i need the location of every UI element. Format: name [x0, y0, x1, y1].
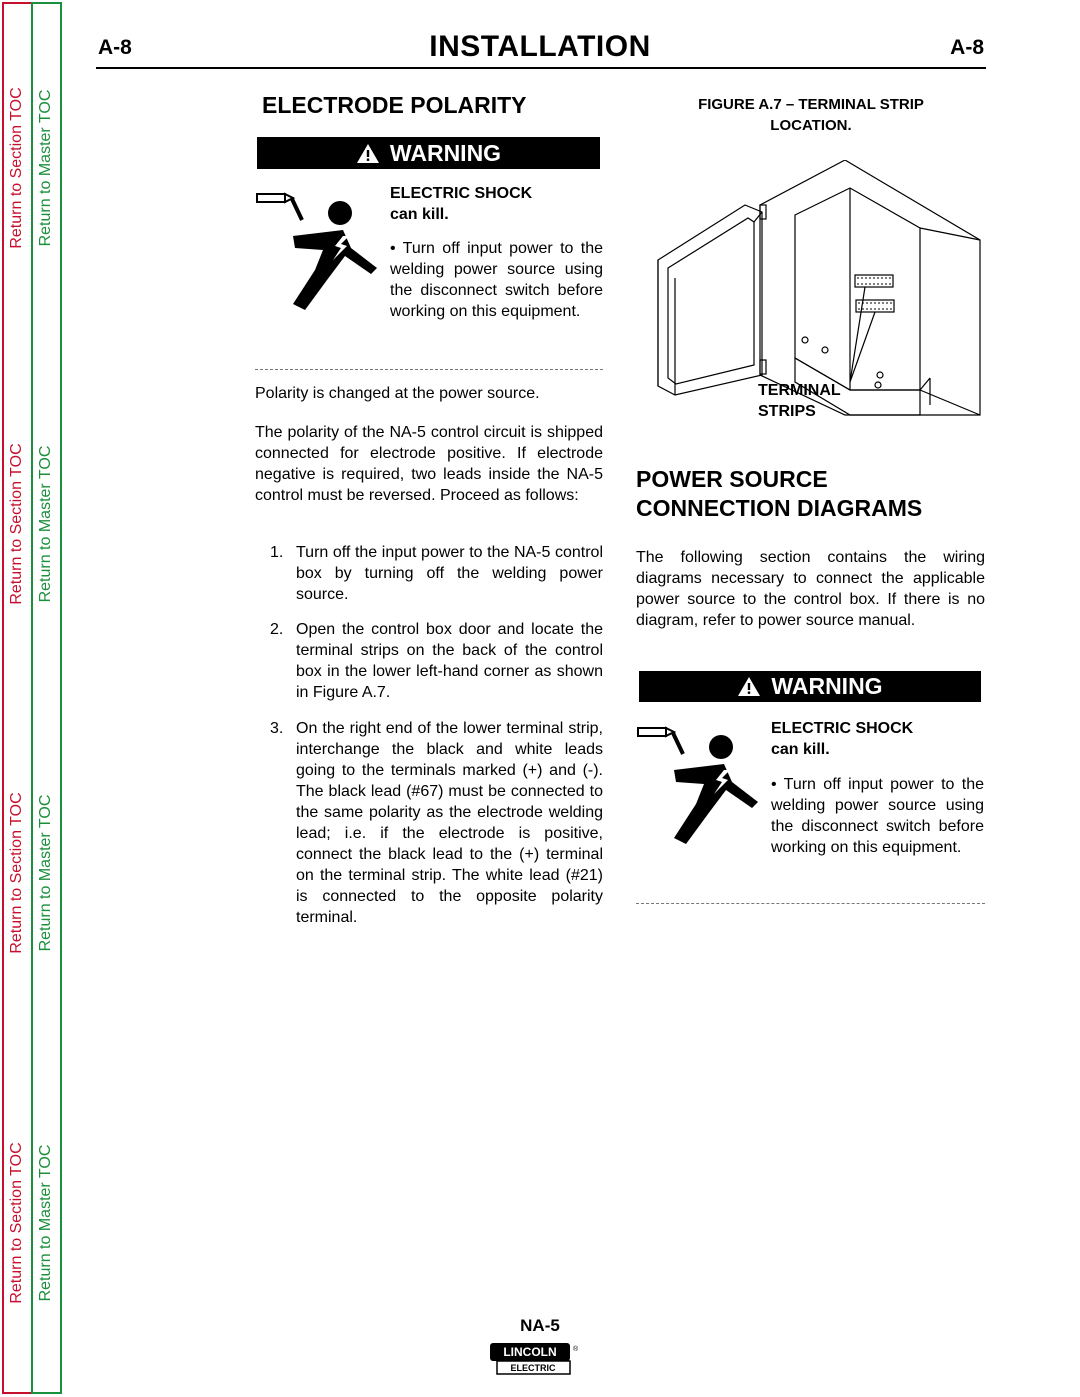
return-section-toc-link[interactable]: Return to Section TOC [8, 443, 25, 605]
warning-triangle-icon [356, 143, 380, 164]
dashed-divider [255, 369, 603, 370]
page-number-right: A-8 [950, 36, 984, 59]
shock-heading: ELECTRIC SHOCK can kill. [390, 185, 533, 223]
return-master-toc-link[interactable]: Return to Master TOC [37, 89, 54, 247]
figure-caption: FIGURE A.7 – TERMINAL STRIP LOCATION. [698, 96, 924, 134]
warning-banner [257, 137, 600, 169]
page-title: INSTALLATION [429, 30, 651, 63]
return-section-toc-link[interactable]: Return to Section TOC [8, 792, 25, 954]
polarity-intro: Polarity is changed at the power source. [255, 385, 540, 402]
model-number: NA-5 [520, 1316, 560, 1335]
warning-label: WARNING [389, 139, 502, 166]
return-section-toc-link[interactable]: Return to Section TOC [8, 1142, 25, 1304]
warning-label: WARNING [771, 673, 883, 699]
shock-instruction: • Turn off input power to the welding power source using the disconnect switch before working on this equipment. [771, 776, 984, 856]
list-item: 3. On the right end of the lower terminal strip, interchange the black and white leads going to the terminals marked (+) and (-). The black lead (#67) must be connected to the same polarity as the electrode welding lead; i.e. if the electrode is positive, connect the black lead to the (+) terminal on the terminal strip. The white lead (#21) is connected to the opposite polarity terminal. [270, 720, 603, 926]
svg-text:LINCOLN: LINCOLN [503, 1345, 557, 1359]
polarity-paragraph: The polarity of the NA-5 control circuit is shipped connected for electrode positive. If electrode negative is required, two leads inside the NA-5 control must be reversed. Proceed as follows: [255, 424, 603, 504]
list-item: 1. Turn off the input power to the NA-5 control box by turning off the welding power source. [270, 544, 603, 603]
page-number-left: A-8 [98, 36, 132, 59]
list-item: 2. Open the control box door and locate the terminal strips on the back of the control box in the lower left-hand corner as shown in Figure A.7. [270, 621, 603, 701]
warning-triangle-icon [737, 676, 761, 697]
header-rule [96, 67, 986, 69]
svg-text:®: ® [573, 1346, 578, 1353]
lincoln-electric-logo [489, 1342, 578, 1376]
return-master-toc-link[interactable]: Return to Master TOC [37, 1144, 54, 1302]
electric-shock-icon [255, 188, 385, 318]
dashed-divider [636, 903, 985, 904]
electric-shock-icon [636, 722, 766, 852]
electrode-polarity-heading: ELECTRODE POLARITY [262, 92, 527, 118]
return-master-toc-link[interactable]: Return to Master TOC [37, 445, 54, 603]
shock-heading: ELECTRIC SHOCK can kill. [771, 720, 914, 758]
svg-text:ELECTRIC: ELECTRIC [510, 1363, 556, 1373]
warning-banner [639, 671, 981, 702]
return-master-toc-link[interactable]: Return to Master TOC [37, 794, 54, 952]
power-source-heading: POWER SOURCE CONNECTION DIAGRAMS [636, 466, 923, 521]
terminal-strips-label: TERMINAL STRIPS [758, 382, 841, 420]
return-section-toc-link[interactable]: Return to Section TOC [8, 87, 25, 249]
shock-instruction: • Turn off input power to the welding power source using the disconnect switch before working on this equipment. [390, 240, 603, 320]
power-source-paragraph: The following section contains the wiring diagrams necessary to connect the applicable power source to the control box. If there is no diagram, refer to power source manual. [636, 549, 985, 629]
